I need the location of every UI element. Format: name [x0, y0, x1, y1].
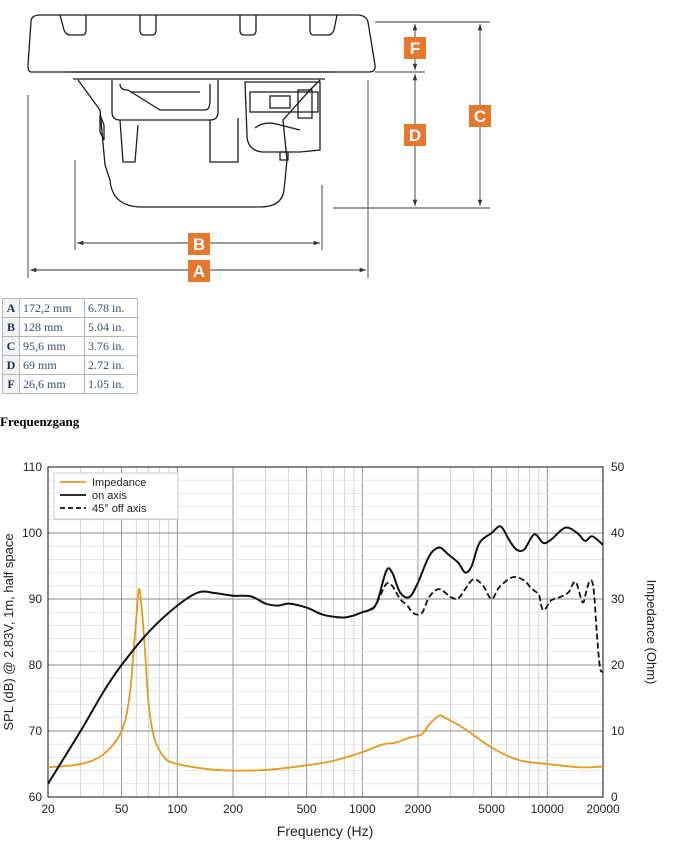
dim-in: 3.76 in.	[85, 337, 138, 356]
y-tick-label: 80	[28, 658, 42, 672]
table-row	[3, 299, 138, 318]
dim-key: A	[3, 299, 20, 318]
dim-in: 6.78 in.	[85, 299, 138, 318]
table-row	[3, 318, 138, 337]
y2-tick-label: 30	[611, 592, 625, 606]
y-tick-label: 90	[28, 592, 42, 606]
series-line-on-axis	[48, 526, 603, 784]
x-tick-label: 20	[41, 802, 55, 816]
dim-key: D	[3, 356, 20, 375]
dimension-lines	[30, 24, 480, 270]
label-C: C	[473, 107, 487, 126]
x-axis-title: Frequency (Hz)	[276, 823, 374, 839]
x-tick-label: 100	[167, 802, 188, 816]
dimension-table	[2, 298, 138, 394]
section-title: Frequenzgang	[0, 414, 80, 429]
y-tick-label: 100	[21, 526, 42, 540]
table-row	[3, 337, 138, 356]
x-tick-label: 500	[296, 802, 317, 816]
label-D: D	[408, 126, 422, 145]
dim-in: 1.05 in.	[85, 375, 138, 394]
dim-mm: 69 mm	[20, 356, 85, 375]
label-F: F	[409, 39, 421, 58]
y-tick-label: 110	[22, 460, 42, 474]
y-axis-title: SPL (dB) @ 2.83V, 1m, half space	[1, 533, 16, 731]
speaker-outline	[28, 15, 375, 207]
speaker-dimension-drawing	[0, 0, 677, 290]
table-row	[3, 375, 138, 394]
y2-tick-label: 20	[611, 658, 625, 672]
chart-legend	[54, 473, 178, 519]
frequency-response-chart	[0, 452, 677, 852]
y2-axis-title: Impedance (Ohm)	[644, 579, 659, 685]
y-tick-label: 70	[28, 724, 42, 738]
x-tick-label: 2000	[404, 802, 432, 816]
legend-label: on axis	[92, 490, 127, 502]
x-tick-label: 50	[114, 802, 129, 816]
y-tick-label: 60	[28, 790, 42, 804]
label-A: A	[192, 262, 206, 281]
x-tick-label: 200	[222, 802, 244, 816]
dim-key: B	[3, 318, 20, 337]
y2-tick-label: 40	[611, 526, 625, 540]
extension-lines	[28, 22, 490, 278]
x-tick-label: 1000	[348, 802, 376, 816]
dim-mm: 128 mm	[20, 318, 85, 337]
label-B: B	[192, 235, 206, 254]
dim-mm: 26,6 mm	[20, 375, 85, 394]
dim-mm: 172,2 mm	[20, 299, 85, 318]
dim-key: F	[3, 375, 20, 394]
dim-mm: 95,6 mm	[20, 337, 85, 356]
dim-key: C	[3, 337, 20, 356]
y2-tick-label: 0	[611, 790, 618, 804]
dim-in: 5.04 in.	[85, 318, 138, 337]
y2-tick-label: 10	[611, 724, 625, 738]
x-tick-label: 10000	[530, 802, 564, 816]
table-row	[3, 356, 138, 375]
dim-in: 2.72 in.	[85, 356, 138, 375]
legend-label: 45° off axis	[92, 503, 147, 515]
x-tick-label: 5000	[478, 802, 505, 816]
x-tick-label: 20000	[586, 802, 620, 816]
chart-curves	[48, 526, 603, 784]
y2-tick-label: 50	[611, 460, 625, 474]
legend-label: Impedance	[92, 477, 147, 489]
